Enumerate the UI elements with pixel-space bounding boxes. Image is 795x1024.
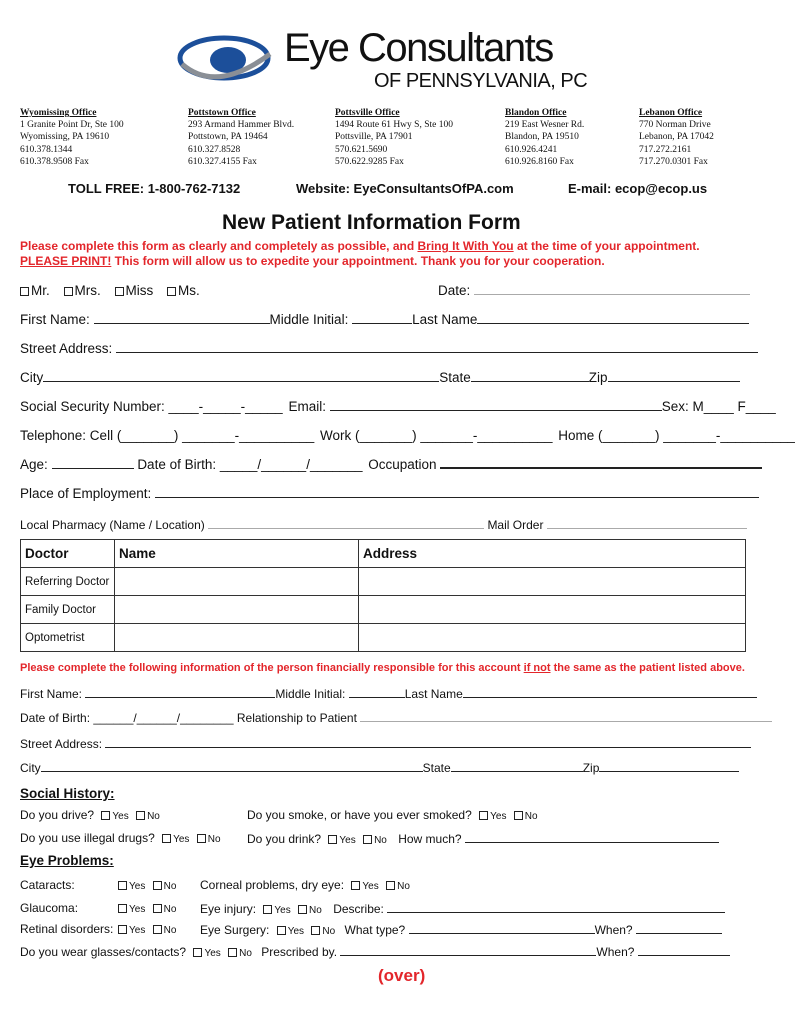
no-label: No	[163, 925, 177, 936]
yes-label: Yes	[129, 904, 146, 915]
how-much-label: How much?	[398, 832, 462, 846]
logo	[176, 26, 596, 96]
corneal-question	[200, 878, 410, 892]
fin-last-label: Last Name	[404, 687, 463, 701]
cataracts-options	[114, 878, 176, 892]
table-row	[21, 624, 746, 652]
office-line: 610.378.9508 Fax	[20, 156, 89, 167]
no-label: No	[374, 835, 387, 846]
table-row	[21, 596, 746, 624]
street-row	[20, 341, 758, 356]
describe-input[interactable]	[387, 901, 725, 913]
checkbox-yes[interactable]	[351, 881, 360, 890]
checkbox-no[interactable]	[153, 925, 162, 934]
retinal-label: Retinal disorders:	[20, 922, 114, 936]
fin-street-input[interactable]	[105, 736, 751, 748]
mail-order-label: Mail Order	[487, 518, 544, 532]
drugs-label: Do you use illegal drugs?	[20, 831, 155, 845]
no-label: No	[207, 834, 221, 845]
fin-relationship-label: Relationship to Patient	[236, 711, 357, 725]
checkbox-no[interactable]	[228, 948, 237, 957]
checkbox-no[interactable]	[514, 811, 523, 820]
state-input[interactable]	[471, 370, 589, 382]
social-history-heading: Social History:	[20, 786, 115, 801]
street-address-label: Street Address:	[20, 341, 113, 356]
checkbox-no[interactable]	[153, 904, 162, 913]
fin-middle-input[interactable]	[349, 686, 405, 698]
glasses-question	[20, 944, 730, 959]
home-phone-field[interactable]: Home (_______) _______-__________	[558, 428, 795, 443]
eye-injury-question	[200, 901, 725, 916]
first-name-input[interactable]	[94, 312, 270, 324]
yes-label: Yes	[339, 835, 356, 846]
zip-label: Zip	[588, 370, 608, 385]
checkbox[interactable]	[115, 287, 124, 296]
please-print: PLEASE PRINT!	[20, 254, 112, 268]
ssn-field[interactable]: Social Security Number: ____-_____-_____	[20, 399, 283, 414]
checkbox-yes[interactable]	[101, 811, 110, 820]
zip-input[interactable]	[608, 370, 740, 382]
checkbox[interactable]	[167, 287, 176, 296]
smoke-question	[247, 808, 538, 822]
checkbox[interactable]	[20, 287, 29, 296]
office-line: Blandon, PA 19510	[505, 132, 579, 143]
drive-question	[20, 808, 160, 822]
financial-text: Please complete the following information of the person financially responsible for this account	[20, 662, 524, 674]
financial-emphasis: if not	[523, 662, 551, 674]
retinal-options	[114, 922, 176, 936]
fin-state-input[interactable]	[451, 760, 583, 772]
fin-last-input[interactable]	[463, 686, 757, 698]
optometrist-address[interactable]	[359, 624, 746, 652]
yes-label: Yes	[112, 811, 129, 822]
prescribed-by-input[interactable]	[340, 944, 596, 956]
no-label: No	[397, 881, 410, 892]
intro-emphasis: Bring It With You	[417, 239, 514, 253]
fin-first-name-input[interactable]	[85, 686, 275, 698]
checkbox[interactable]	[64, 287, 73, 296]
fin-name-row	[20, 686, 757, 701]
optometrist-label: Optometrist	[21, 624, 115, 652]
office-title: Blandon Office	[505, 108, 567, 118]
last-name-input[interactable]	[477, 312, 749, 324]
middle-initial-input[interactable]	[352, 312, 412, 324]
over-label: (over)	[378, 966, 426, 985]
office-line: Pottsville, PA 17901	[335, 132, 413, 143]
checkbox-yes[interactable]	[162, 834, 171, 843]
checkbox-yes[interactable]	[118, 925, 127, 934]
checkbox-no[interactable]	[311, 926, 320, 935]
office-wyomissing	[20, 107, 124, 168]
intro-line-2	[20, 254, 605, 268]
yes-label: Yes	[129, 881, 146, 892]
office-line: 1494 Route 61 Hwy S, Ste 100	[335, 120, 453, 131]
checkbox-no[interactable]	[298, 905, 307, 914]
office-line: 570.621.5690	[335, 144, 388, 155]
table-row	[21, 568, 746, 596]
family-doctor-name[interactable]	[115, 596, 359, 624]
office-title: Wyomissing Office	[20, 108, 97, 118]
eye-injury-label: Eye injury:	[200, 902, 257, 916]
doctor-header: Doctor	[21, 540, 115, 568]
checkbox-no[interactable]	[197, 834, 206, 843]
office-line: 610.926.8160 Fax	[505, 156, 574, 167]
employment-label: Place of Employment:	[20, 486, 152, 501]
prescribed-by-label: Prescribed by.	[261, 945, 338, 959]
fin-relationship-input[interactable]	[360, 710, 772, 722]
fin-zip-input[interactable]	[599, 760, 739, 772]
sex-field[interactable]: Sex: M____ F____	[661, 399, 776, 414]
no-label: No	[322, 926, 336, 937]
yes-label: Yes	[129, 925, 146, 936]
state-label: State	[439, 370, 471, 385]
intro-text: This form will allow us to expedite your appointment. Thank you for your cooperation.	[111, 254, 605, 268]
office-line: 610.327.8528	[188, 144, 241, 155]
yes-label: Yes	[274, 905, 291, 916]
work-phone-field[interactable]: Work (_______) _______-__________	[320, 428, 553, 443]
office-line: Pottstown, PA 19464	[188, 132, 268, 143]
checkbox-yes[interactable]	[263, 905, 272, 914]
checkbox-yes[interactable]	[328, 835, 337, 844]
checkbox-yes[interactable]	[479, 811, 488, 820]
office-line: 219 East Wesner Rd.	[505, 120, 585, 131]
employment-input[interactable]	[155, 486, 759, 498]
form-title: New Patient Information Form	[222, 211, 521, 234]
glaucoma-label: Glaucoma:	[20, 901, 79, 915]
checkbox-yes[interactable]	[118, 904, 127, 913]
how-much-input[interactable]	[465, 831, 719, 843]
checkbox-no[interactable]	[153, 881, 162, 890]
no-label: No	[163, 904, 177, 915]
office-line: 717.272.2161	[639, 144, 692, 155]
office-line: 1 Granite Point Dr, Ste 100	[20, 120, 124, 131]
office-line: 293 Armand Hammer Blvd.	[188, 120, 295, 131]
date-line[interactable]	[474, 283, 750, 295]
logo-subtitle: OF PENNSYLVANIA, PC	[374, 70, 588, 92]
financial-notice	[20, 662, 745, 674]
pharmacy-input[interactable]	[208, 517, 484, 529]
eye-problems-heading: Eye Problems:	[20, 853, 114, 868]
office-pottsville	[335, 107, 453, 168]
family-doctor-address[interactable]	[359, 596, 746, 624]
last-name-label: Last Name	[412, 312, 478, 327]
referring-doctor-name[interactable]	[115, 568, 359, 596]
checkbox-yes[interactable]	[193, 948, 202, 957]
age-row	[20, 457, 762, 472]
address-header: Address	[359, 540, 746, 568]
occupation-label: Occupation	[368, 457, 437, 472]
salutation-mrs: Mrs.	[74, 283, 101, 298]
fin-dob-field[interactable]: Date of Birth: ______/______/________	[20, 711, 234, 725]
fin-state-label: State	[422, 761, 451, 775]
yes-label: Yes	[362, 881, 379, 892]
no-label: No	[147, 811, 160, 822]
drive-label: Do you drive?	[20, 808, 95, 822]
date-field[interactable]	[438, 283, 750, 298]
checkbox-no[interactable]	[363, 835, 372, 844]
checkbox-yes[interactable]	[277, 926, 286, 935]
office-title: Pottstown Office	[188, 108, 256, 118]
office-title: Pottsville Office	[335, 108, 400, 118]
office-line: 570.622.9285 Fax	[335, 156, 404, 167]
office-line: Wyomissing, PA 19610	[20, 132, 110, 143]
financial-text: the same as the patient listed above.	[550, 662, 745, 674]
age-label: Age:	[20, 457, 48, 472]
city-row	[20, 370, 740, 385]
office-line: 770 Norman Drive	[639, 120, 711, 131]
what-type-label: What type?	[344, 923, 406, 937]
office-line: 610.378.1344	[20, 144, 73, 155]
yes-label: Yes	[287, 926, 305, 937]
middle-initial-label: Middle Initial:	[269, 312, 349, 327]
eye-logo-icon	[176, 28, 276, 90]
email-input[interactable]	[330, 399, 662, 411]
email-label: Email:	[288, 399, 326, 414]
drink-question	[247, 831, 719, 846]
mail-order-input[interactable]	[547, 517, 747, 529]
salutation-mr: Mr.	[31, 283, 50, 298]
when-label: When?	[596, 945, 635, 959]
office-title: Lebanon Office	[639, 108, 703, 118]
describe-label: Describe:	[333, 902, 384, 916]
date-label: Date:	[438, 283, 471, 298]
smoke-label: Do you smoke, or have you ever smoked?	[247, 808, 472, 822]
when-input[interactable]	[638, 944, 730, 956]
pharmacy-row	[20, 517, 747, 532]
yes-label: Yes	[490, 811, 507, 822]
city-input[interactable]	[43, 370, 439, 382]
eye-surgery-question	[200, 922, 722, 937]
intro-line-1	[20, 239, 700, 253]
website-link[interactable]: Website: EyeConsultantsOfPA.com	[296, 181, 514, 196]
referring-doctor-address[interactable]	[359, 568, 746, 596]
doctor-table	[20, 539, 746, 652]
street-address-input[interactable]	[116, 341, 758, 353]
city-label: City	[20, 370, 44, 385]
fin-first-name-label: First Name:	[20, 687, 83, 701]
no-label: No	[163, 881, 177, 892]
name-header: Name	[115, 540, 359, 568]
intro-text: Please complete this form as clearly and completely as possible, and	[20, 239, 418, 253]
checkbox-no[interactable]	[386, 881, 395, 890]
occupation-input[interactable]	[440, 457, 762, 469]
telephone-row	[20, 428, 795, 443]
fin-street-row	[20, 736, 751, 751]
drink-label: Do you drink?	[247, 832, 322, 846]
what-type-input[interactable]	[409, 922, 595, 934]
no-label: No	[239, 948, 252, 959]
salutation-ms: Ms.	[178, 283, 200, 298]
office-pottstown	[188, 107, 294, 168]
referring-doctor-label: Referring Doctor	[21, 568, 115, 596]
employment-row	[20, 486, 759, 501]
drugs-question	[20, 831, 221, 845]
fin-dob-row	[20, 710, 772, 725]
yes-label: Yes	[173, 834, 190, 845]
yes-label: Yes	[204, 948, 221, 959]
optometrist-name[interactable]	[115, 624, 359, 652]
no-label: No	[309, 905, 322, 916]
fin-city-input[interactable]	[41, 760, 423, 772]
office-line: Lebanon, PA 17042	[639, 132, 714, 143]
name-row	[20, 312, 749, 327]
fin-city-row	[20, 760, 739, 775]
no-label: No	[524, 811, 538, 822]
checkbox-yes[interactable]	[118, 881, 127, 890]
glasses-label: Do you wear glasses/contacts?	[20, 945, 187, 959]
salutation-miss: Miss	[125, 283, 154, 298]
when-input[interactable]	[636, 922, 722, 934]
office-line: 717.270.0301 Fax	[639, 156, 708, 167]
fin-middle-label: Middle Initial:	[275, 687, 346, 701]
table-header-row	[21, 540, 746, 568]
ssn-row	[20, 399, 776, 414]
intro-text: at the time of your appointment.	[513, 239, 700, 253]
dob-field[interactable]: Date of Birth: _____/______/_______	[137, 457, 363, 472]
email-link[interactable]: E-mail: ecop@ecop.us	[568, 181, 708, 196]
fin-city-label: City	[20, 761, 41, 775]
logo-name: Eye Consultants	[284, 26, 553, 70]
salutation-row	[20, 283, 200, 298]
glaucoma-options	[114, 901, 176, 915]
eye-surgery-label: Eye Surgery:	[200, 923, 270, 937]
fin-zip-label: Zip	[582, 761, 600, 775]
checkbox-no[interactable]	[136, 811, 145, 820]
corneal-label: Corneal problems, dry eye:	[200, 878, 345, 892]
family-doctor-label: Family Doctor	[21, 596, 115, 624]
pharmacy-label: Local Pharmacy (Name / Location)	[20, 518, 205, 532]
toll-free: TOLL FREE: 1-800-762-7132	[68, 181, 241, 196]
fin-street-label: Street Address:	[20, 737, 103, 751]
office-line: 610.926.4241	[505, 144, 558, 155]
age-input[interactable]	[52, 457, 134, 469]
first-name-label: First Name:	[20, 312, 90, 327]
when-label: When?	[594, 923, 633, 937]
office-blandon	[505, 107, 584, 168]
office-lebanon	[639, 107, 714, 168]
cataracts-label: Cataracts:	[20, 878, 75, 892]
cell-phone-field[interactable]: Telephone: Cell (_______) _______-__________	[20, 428, 315, 443]
office-line: 610.327.4155 Fax	[188, 156, 257, 167]
